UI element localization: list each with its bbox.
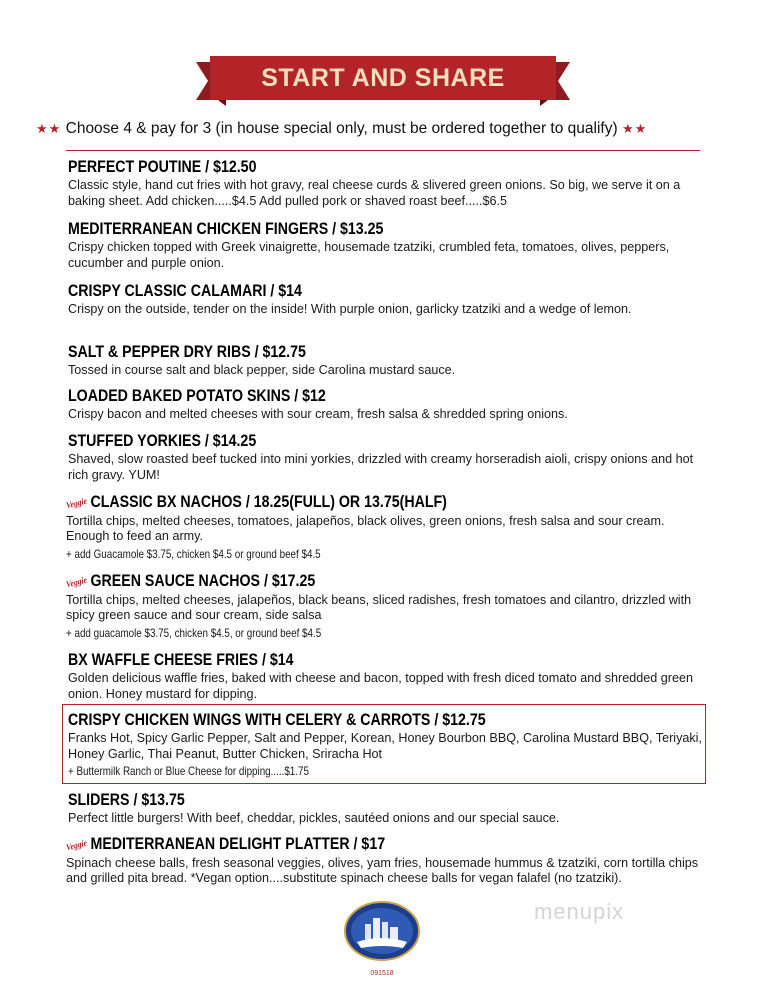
menu-code: 091518 [370, 970, 394, 977]
menu-item-waffle-fries [68, 650, 708, 702]
menu-item-poutine [68, 157, 708, 209]
item-description: Shaved, slow roasted beef tucked into mini yorkies, drizzled with creamy horseradish aioli, crispy onions and hot rich gravy. YUM! [68, 452, 694, 482]
item-title: Veggie GREEN SAUCE NACHOS / $17.25 [66, 571, 616, 592]
item-description: Tortilla chips, melted cheeses, tomatoes, jalapeños, black olives, green onions, fresh salsa and sour cream. Enough to feed an army. [66, 513, 665, 544]
item-title: PERFECT POUTINE / $12.50 [68, 158, 257, 176]
section-title: START AND SHARE [261, 64, 505, 92]
item-title: STUFFED YORKIES / $14.25 [68, 432, 257, 450]
menu-item-bx-nachos [66, 492, 706, 561]
star-icon: ★★ [36, 121, 62, 136]
item-title: SALT & PEPPER DRY RIBS / $12.75 [68, 343, 306, 361]
item-addon: + add Guacamole $3.75, chicken $4.5 or ground beef $4.5 [66, 546, 321, 561]
item-title: CRISPY CLASSIC CALAMARI / $14 [68, 282, 302, 300]
special-offer [36, 120, 736, 138]
item-description: Spinach cheese balls, fresh seasonal veggies, olives, yam fries, housemade hummus & tzatziki, corn tortilla chips and grilled pita bread. *Vegan option....substitute spinach cheese balls for vegan falafel (no tzatziki). [66, 855, 699, 886]
item-description: Classic style, hand cut fries with hot gravy, real cheese curds & slivered green onions. So big, we serve it on a baking sheet. Add chicken.....$4.5 Add pulled pork or shaved roast beef.....$6.5 [68, 178, 681, 208]
item-description: Golden delicious waffle fries, baked with cheese and bacon, topped with fresh diced tomato and shredded green onion. Honey mustard for dipping. [68, 671, 693, 701]
item-description: Perfect little burgers! With beef, cheddar, pickles, sautéed onions and our special sauce. [68, 811, 560, 825]
item-title: SLIDERS / $13.75 [68, 791, 185, 809]
item-title: LOADED BAKED POTATO SKINS / $12 [68, 387, 326, 405]
menu-item-green-sauce-nachos [66, 571, 706, 640]
item-title: MEDITERRANEAN CHICKEN FINGERS / $13.25 [68, 220, 384, 238]
section-banner [196, 56, 570, 106]
item-description: Crispy bacon and melted cheeses with sour cream, fresh salsa & shredded spring onions. [68, 407, 568, 421]
watermark: menupix [534, 899, 625, 924]
menu-item-chicken-wings [68, 710, 708, 778]
item-title: Veggie CLASSIC BX NACHOS / 18.25(FULL) OR 13.75(HALF) [66, 492, 616, 513]
divider [66, 150, 700, 151]
item-addon: + add guacamole $3.75, chicken $4.5, or ground beef $4.5 [66, 625, 322, 640]
menu-item-dry-ribs [68, 342, 708, 379]
menu-item-stuffed-yorkies [68, 431, 708, 483]
menu-item-mediterranean-platter [66, 834, 706, 887]
item-addon: + Buttermilk Ranch or Blue Cheese for dipping.....$1.75 [68, 764, 309, 778]
veggie-icon: Veggie [65, 495, 88, 511]
item-description: Franks Hot, Spicy Garlic Pepper, Salt and Pepper, Korean, Honey Bourbon BBQ, Carolina Mustard BBQ, Teriyaki, Honey Garlic, Thai Peanut, Butter Chicken, Sriracha Hot [68, 731, 702, 761]
item-description: Tossed in course salt and black pepper, side Carolina mustard sauce. [68, 363, 456, 377]
item-description: Crispy chicken topped with Greek vinaigrette, housemade tzatziki, crumbled feta, tomatoes, olives, peppers, cucumber and purple onion. [68, 240, 670, 270]
menu-item-sliders [68, 790, 708, 827]
star-icon: ★★ [621, 121, 648, 136]
veggie-icon: Veggie [65, 574, 88, 590]
menu-item-potato-skins [68, 386, 708, 423]
item-title: CRISPY CHICKEN WINGS WITH CELERY & CARROTS / $12.75 [68, 711, 486, 729]
item-title: Veggie MEDITERRANEAN DELIGHT PLATTER / $17 [66, 834, 616, 855]
item-description: Tortilla chips, melted cheeses, jalapeños, black beans, sliced radishes, fresh tomatoes and cilantro, drizzled with spicy green sauce and sour cream, side salsa [66, 592, 692, 623]
menu-item-calamari [68, 281, 708, 318]
veggie-icon: Veggie [65, 837, 88, 853]
item-description: Crispy on the outside, tender on the inside! With purple onion, garlicky tzatziki and a wedge of lemon. [68, 302, 632, 316]
special-text: Choose 4 & pay for 3 (in house special only, must be ordered together to qualify) [65, 120, 618, 137]
item-title: BX WAFFLE CHEESE FRIES / $14 [68, 651, 294, 669]
menu-item-chicken-fingers [68, 219, 708, 271]
restaurant-logo [343, 900, 421, 962]
